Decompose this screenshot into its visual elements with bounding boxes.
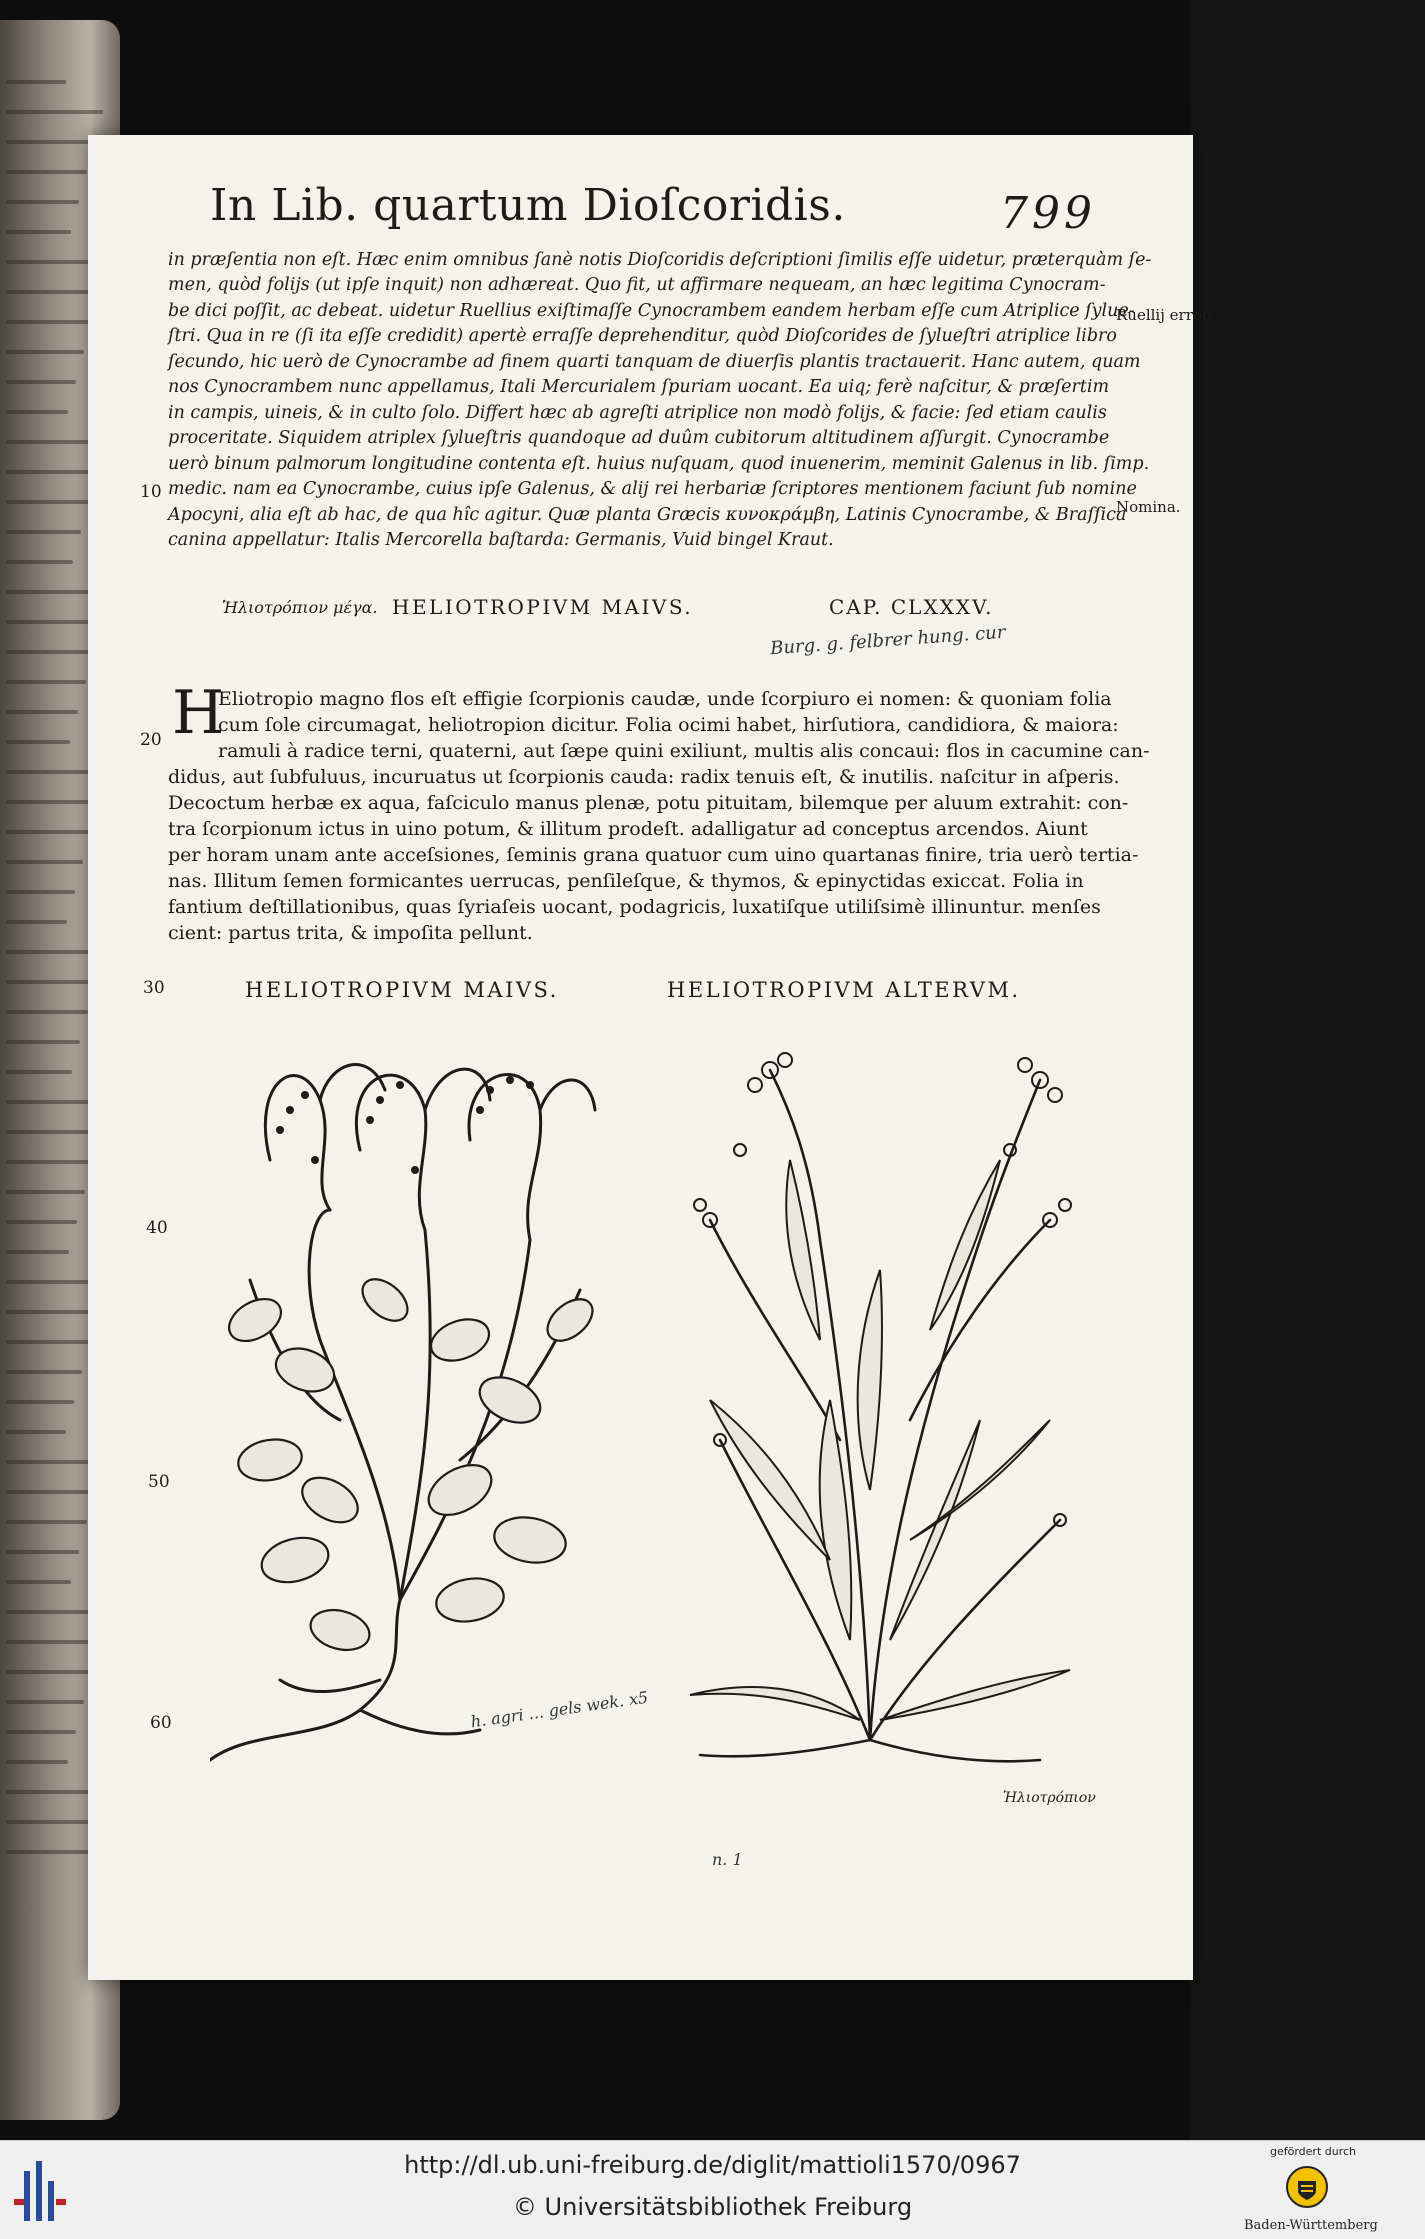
figure-title-left: HELIOTROPIVM MAIVS.: [245, 978, 559, 1002]
body-line: Eliotropio magno flos eſt effigie ſcorpionis caudæ, unde ſcorpiuro ei nomen: & quoniam folia: [218, 688, 1112, 710]
line-number: 60: [150, 1713, 172, 1733]
page-number: 799: [1000, 188, 1096, 239]
facing-page-text-line: [6, 1580, 71, 1584]
funded-by-label: gefördert durch: [1270, 2145, 1357, 2158]
body-line: ramuli à radice terni, quaterni, aut ſæpe quini exiliunt, multis alis concaui: flos in cacumine can-: [218, 740, 1150, 762]
facing-page-text-line: [6, 1220, 77, 1224]
facing-page-text-line: [6, 1850, 89, 1854]
copyright-notice: © Universitätsbibliothek Freiburg: [512, 2193, 913, 2221]
facing-page-text-line: [6, 560, 73, 564]
body-line: cient: partus trita, & impoſita pellunt.: [168, 922, 533, 944]
body-line: cum ſole circumagat, heliotropion dicitur. Folia ocimi habet, hirſutiora, candidiora, & maiora:: [218, 714, 1119, 736]
facing-page-text-line: [6, 1190, 85, 1194]
facing-page-text-line: [6, 1760, 68, 1764]
drop-cap: H: [172, 678, 225, 748]
commentary-line: proceritate. Siquidem atriplex ſylueſtris quandoque ad duûm cubitorum altitudinem aſſurgit. Cynocrambe: [168, 428, 1110, 448]
line-number: 50: [148, 1472, 170, 1492]
facing-page-text-line: [6, 1670, 92, 1674]
facing-page-text-line: [6, 380, 76, 384]
commentary-line: men, quòd folijs (ut ipſe inquit) non adhæreat. Quo fit, ut affirmare nequeam, an hæc legitima Cynocram-: [168, 275, 1106, 295]
figure-title-right: HELIOTROPIVM ALTERVM.: [667, 978, 1021, 1002]
facing-page-text-line: [6, 1490, 95, 1494]
funder-name: Baden-Württemberg: [1244, 2218, 1378, 2233]
commentary-line: be dici poſſit, ac debeat. uidetur Ruellius exiſtimaſſe Cynocrambem eandem herbam eſſe cum Atriplice ſylue-: [168, 301, 1135, 321]
facing-page-text-line: [6, 200, 79, 204]
woodcut-heliotropium-alterum: [680, 1040, 1080, 1780]
facing-page-text-line: [6, 1730, 76, 1734]
facing-page-text-line: [6, 110, 103, 114]
commentary-line: nos Cynocrambem nunc appellamus, Itali Mercurialem ſpuriam uocant. Ea uiq; ferè naſcitur, & præſertim: [168, 377, 1110, 397]
facing-page-text-line: [6, 980, 96, 984]
facing-page-text-line: [6, 1700, 84, 1704]
commentary-line: in præſentia non eſt. Hæc enim omnibus ſanè notis Dioſcoridis deſcriptioni ſimilis eſſe uidetur, præterquàm ſe-: [168, 250, 1152, 270]
facing-page-text-line: [6, 1400, 74, 1404]
commentary-line: ſtri. Qua in re (ſi ita eſſe credidit) apertè erraſſe deprehenditur, quòd Dioſcorides de ſylueſtri atriplice libro: [168, 326, 1117, 346]
facing-page-text-line: [6, 1070, 72, 1074]
commentary-line: Apocyni, alia eſt ab hac, de qua hîc agitur. Quæ planta Græcis κυνοκράμβη, Latinis Cynocrambe, & Braſſica: [168, 505, 1127, 525]
document-url[interactable]: http://dl.ub.uni-freiburg.de/diglit/mattioli1570/0967: [404, 2151, 1021, 2179]
line-number: 20: [140, 730, 162, 750]
facing-page-text-line: [6, 740, 70, 744]
facing-page-text-line: [6, 1310, 98, 1314]
facing-page-text-line: [6, 530, 81, 534]
facing-page-text-line: [6, 1040, 80, 1044]
facing-page-text-line: [6, 890, 75, 894]
facing-page-text-line: [6, 1550, 79, 1554]
body-line: tra ſcorpionum ictus in uino potum, & illitum prodeſt. adalligatur ad conceptus arcendos. Aiunt: [168, 818, 1088, 840]
running-head: In Lib. quartum Dioſcoridis.: [210, 180, 846, 231]
facing-page-text-line: [6, 290, 100, 294]
handwritten-note-bottom: n. 1: [712, 1850, 743, 1869]
facing-page-text-line: [6, 680, 86, 684]
commentary-line: ſecundo, hic uerò de Cynocrambe ad finem quarti tanquam de diuerſis plantis tractauerit. Hanc autem, quam: [168, 352, 1141, 372]
handwritten-note-top: Burg. g. felbrer hung. cur: [769, 621, 1007, 660]
commentary-line: medic. nam ea Cynocrambe, cuius ipſe Galenus, & alij rei herbariæ ſcriptores mentionem faciunt ſub nomine: [168, 479, 1137, 499]
body-line: didus, aut ſubfuluus, incuruatus ut ſcorpionis cauda: radix tenuis eſt, & inutilis. naſcitur in aſperis.: [168, 766, 1120, 788]
facing-page-text-line: [6, 860, 83, 864]
facing-page-text-line: [6, 470, 97, 474]
facing-page-text-line: [6, 1520, 87, 1524]
facing-page-text-line: [6, 1430, 66, 1434]
facing-page-text-line: [6, 920, 67, 924]
facing-page-text-line: [6, 1010, 88, 1014]
facing-page-text-line: [6, 1370, 82, 1374]
woodcut-heliotropium-maius: [210, 1040, 640, 1770]
line-number: 10: [140, 482, 162, 502]
facing-page-text-line: [6, 1340, 90, 1344]
body-line: per horam unam ante acceſsiones, ſeminis grana quatuor cum uino quartanas finire, tria uerò tertia-: [168, 844, 1139, 866]
facing-page-text-line: [6, 830, 91, 834]
facing-page-text-line: [6, 1130, 101, 1134]
facing-page-text-line: [6, 410, 68, 414]
line-number: 30: [143, 978, 165, 998]
facing-page-text-line: [6, 710, 78, 714]
facing-page-text-line: [6, 800, 99, 804]
facing-page-text-line: [6, 230, 71, 234]
facing-page-text-line: [6, 1640, 100, 1644]
facing-page-text-line: [6, 170, 87, 174]
chapter-title: HELIOTROPIVM MAIVS.: [392, 595, 694, 619]
facing-page-text-line: [6, 650, 94, 654]
body-line: fantium deſtillationibus, quas ſyriaſeis uocant, podagricis, luxatiſque utiliſsimè illinuntur. menſes: [168, 896, 1101, 918]
viewer-footer: [0, 2140, 1425, 2239]
commentary-line: in campis, uineis, & in culto ſolo. Differt hæc ab agreſti atriplice non modò folijs, & facie: ſed etiam caulis: [168, 403, 1107, 423]
baden-wuerttemberg-seal-icon: [1285, 2165, 1329, 2209]
facing-page-text-line: [6, 1250, 69, 1254]
book-cover-edge: [1190, 0, 1425, 2140]
handwritten-note-left: h. agri ... gels wek. x5: [469, 1687, 650, 1732]
body-line: nas. Illitum ſemen formicantes uerrucas, penſileſque, & thymos, & epinyctidas exiccat. Folia in: [168, 870, 1084, 892]
chapter-number: CAP. CLXXXV.: [829, 595, 994, 619]
facing-page-text-line: [6, 80, 66, 84]
facing-page-text-line: [6, 140, 95, 144]
margin-note-ruellius: Ruellij error.: [1116, 306, 1213, 324]
facing-page-text-line: [6, 320, 92, 324]
margin-note-nomina: Nomina.: [1116, 498, 1181, 516]
facing-page-text-line: [6, 1820, 97, 1824]
line-number: 40: [146, 1218, 168, 1238]
figure-caption-greek: Ἡλιοτρόπιον: [1003, 1790, 1096, 1806]
body-line: Decoctum herbæ ex aqua, faſciculo manus plenæ, potu pituitam, bilemque per aluum extrahit: con-: [168, 792, 1129, 814]
chapter-greek-title: Ἡλιοτρόπιον μέγα.: [222, 598, 378, 617]
facing-page-text-line: [6, 350, 84, 354]
facing-page-text-line: [6, 500, 89, 504]
facing-page-text-line: [6, 1160, 93, 1164]
commentary-line: canina appellatur: Italis Mercorella baſtarda: Germanis, Vuid bingel Kraut.: [168, 530, 834, 550]
commentary-line: uerò binum palmorum longitudine contenta eſt. huius nuſquam, quod inuenerim, meminit Galenus in lib. ſimp.: [168, 454, 1150, 474]
